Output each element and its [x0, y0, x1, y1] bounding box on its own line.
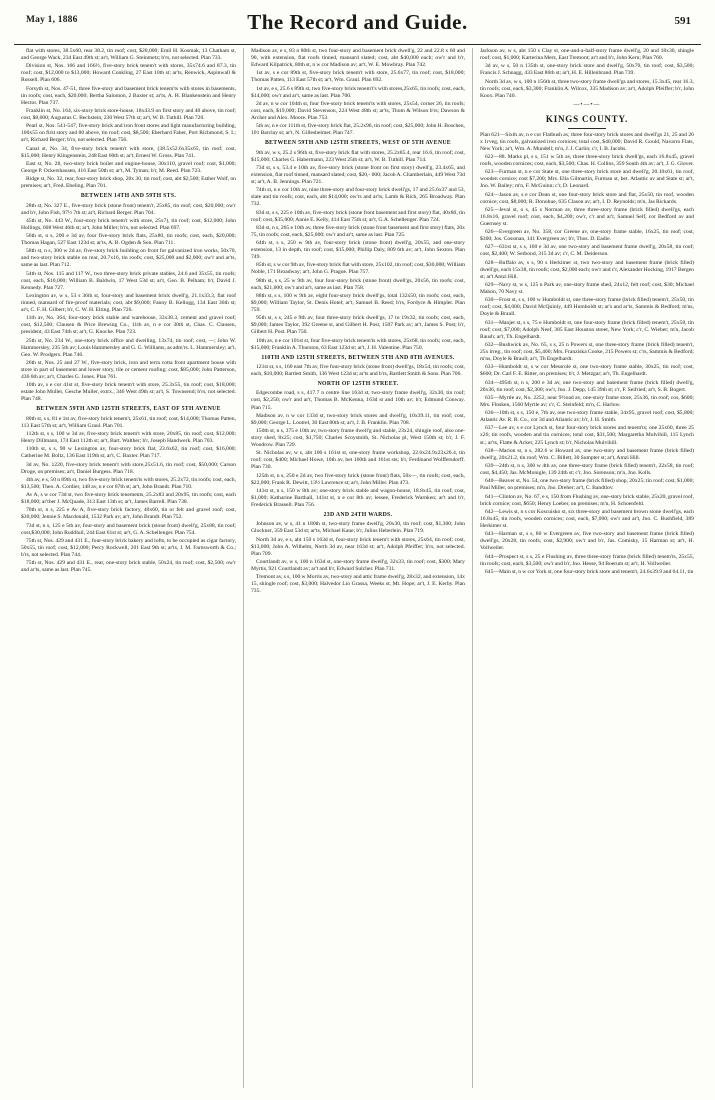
listing-entry: 54th st, Nos. 115 and 117 W., two three-story brick private stables, 24.6 and 35x55, tin roofs; cost, each, $10,000; William B. Baldwin, 17 West 53d st; ar't, Geo. B. Pelham; b'r, David J. Kennedy. Plan 727. — [21, 270, 236, 291]
listing-entry: Av A, s w cor 73d st, two five-story brick tenements, 25.2x83 and 20x95, tin roofs; cost, each $18,000; ar'tber J. McQuade, 313 East 13th st; ar't, James Barrell. Plan 738. — [21, 492, 236, 506]
listing-entry: 75th st, Nos. 429 and 431 E., four-story brick bakery and lofts, to be occupied as cigar factory, 50x55, tin roof; cost, $12,000; Percy Rockwell, 201 East 9th st; ar'ts, J. M. Farnsworth & Co.; b'rs, not selected. Plan 744. — [21, 538, 236, 559]
listing-entry: 634—495th st, n s, 200 e 3d av, one two-story and basement frame (brick filled) dwell'g, 20x36, tin roof; cost, $2,300; ow'r, Jno. J. Depp, 145 39th st; c'r, F. Seifried; ar't, S. B. Bogert. — [479, 379, 694, 393]
listing-entry: Edgecombe road, s s, 417.7 n centre line 163d st, two-story frame dwell'g, 32x30, tin roof; cost, $2,250; ow'r and ar't, Thomas B. McKenna, 163d st and 10th av; b'r, Edmund Conway. Plan 715. — [250, 390, 465, 411]
listing-entry: 641—Clinton av, No. 67, e s, 150 from Flushing av, one-story brick stable, 25x20, gravel roof, brick cornice; cost, $650; Henry Loeber, on premises; m'n, H. Schoenfeld. — [479, 493, 694, 507]
listing-entry: 88th st, s s, 100 w 9th av, eight four-story brick dwell'gs, total 132x50, tin roofs; cost, each, $9,000; William Taylor, St. Denis Hotel; ar't, Samuel B. Reed; b'rs, Fordyce & Himpler. Plan 759. — [250, 293, 465, 314]
listing-entry: 640—Beaver st, No. 54, one two-story frame (brick filled) shop, 20x25; tin roof; cost, $1,000; Paul Miller, on premises; m'n, Jno. Dreher; ar't, C. Bandtlov. — [479, 478, 694, 492]
listing-entry: 5th av, n e cor 111th st, five-story brick flat, 25.2x96, tin roof; cost, $25,000; John H. Boschen, 101 Barclay st; ar't, N. Gillesheimer. Plan 747. — [250, 123, 465, 137]
listing-entry: 645—Main st, n w cor York st, one four-story brick store and tenem't, 24.6x39.9 and 64.11, tin — [484, 568, 694, 575]
listing-entry: 25th st, No. 234 W., one-story brick office and dwelling, 13x74, tin roof; cost, —; John W. Hammersley, 235 5th av; Louis Hammersley and G. G. Williams, as adm'rs. L. Hammersley; ar't, Geo. W. Prodgers. Plan 746. — [21, 337, 236, 358]
listing-entry: 141st st, n s, 150 w 8th av; one-story brick stable and wagon-house, 18.8x45, tin roof; cost, $1,000; Katharine Barthall, 141st st, n e cor 8th av; lessee, Frederick Warnken; ar't and b'r, Frederick Brassell. Plan 756. — [250, 487, 465, 509]
listing-entry: 125th st, n s, 250 e 2d av, two five-story brick (stone front) flats, 50x—, tin roofs; cost, each, $22,000; Frank R. Dewitt, 13½ Lawrence st; ar't, John Miller. Plan 473. — [250, 472, 465, 486]
listing-entry: 628—Buffalo av, s s, 90 s Herkimer st, two two-story and basement frame (brick filled) dwell'gs, each 15x38, tin roofs; cost, $2,000 each; ow'r and c'r, Alexander Hocking, 1917 Bergen st; ar't Amzi Hill. — [479, 259, 694, 280]
listing-entry: 9th av, w s, 25.2 s 96th st, five-story brick flat with stores, 25.2x85.4, rear 16.6, tin roof; cost, $15,000; Charles G. Habermann, 223 West 25th st; ar't, W. B. Tuthill. Plan 714. — [250, 149, 465, 163]
listing-entry: 56th st, n s, 200 e 3d av, four five-story brick flats, 25x80, tin roofs; cost, each, $20,000; Thomas Hagan, 527 East 123d st; ar'ts, A. B. Ogden & Son. Plan 711. — [21, 233, 236, 247]
listing-entry: 642—Lewis st, n s cor Koscuisko st, six three-story and basement brown stone dwell'gs, each 16.8x45, tin roofs, wooden cornices; cost, each, $7,000; ow'r and ar't, Jno. C. Bushfield, 389 Herkimer st. — [479, 508, 694, 529]
listing-entry: 64th st, s s, 250 w 9th av, four-story brick (stone front) dwell'g, 20x55, and one-story extension, 13 in depth, tin roof; cost, $15,000; Phillip Daly, 809 6th av; ar't, John Sexton. Plan 749. — [250, 240, 465, 261]
listing-entry: 4th av, e s, 50 n 89th st, two five-story brick tenem'ts with stores, 25.2x72, tin roofs; cost, each, $13,500; Theo. A. Cordier, 148 av, n e cor 87th st; ar't, John Brandt. Plan 710. — [21, 476, 236, 490]
listing-entry: 623—Furman st, n e cor State st, one three-story brick store and dwell'g, 20.10x61, tin roof, wooden cornice; cost $7,200; Mrs. Ella Gilmartin, Furman st, bet. Atlantic av and State st; ar't, Jno. W. Bailey; m'n, F. McGuinn; c'r, D. Leonard. — [479, 169, 694, 190]
listing-entry: 85th st, s w cor 9th av, five-story brick flat with store, 25x102, tin roof; cost, $30,000; William Noble, 171 Broadway; ar't, John G. Prague. Plan 757. — [250, 262, 465, 276]
masthead — [14, 10, 701, 45]
listing-entry: Tremont av, s s, 100 w Morris av, two-story and attic frame dwell'g, 28x32, and extension, 14x 15, shingle roof; cost, $3,000; Halvedor Lio Grassa, Weeks st, Mt. Hope; ar't, J. E. Kerby. Plan 735. — [250, 574, 465, 595]
listing-entry: Jackson av, w s, abt 150 s Clay st, one-and-a-half-story frame dwell'g, 20 and 18x30, shingle roof; cost, $1,000; Karterina Merz, East Tremont; ar't and b'r, John Kern; Plan 760. — [479, 48, 694, 62]
listing-entry: Madison av, n w cor 133d st, two-story brick stores and dwell'g, 10x39.11, tin roof; cost, $9,000; George L. Loutrel, 30 East 80th st; ar't, J. B. Franklin. Plan 708. — [250, 412, 465, 426]
listing-entry: St. Nicholas av, w s, abt 100 s 161st st, one-story frame workshop, 22.6x24.9x23x20.4, tin roof; cost, $400; Michael Howe, 10th av, bet 160th and 161st sts; b'r, Ferdinand Wolffersdorff. Plan 730. — [250, 450, 465, 471]
listing-entry: Lexington av, w s, 53 s 36th st, four-story and basement brick dwell'g, 21.1x33.3, flat roof tinned, mansard of fire-proof materials; cost, abt $9,000; Fanny B. Kellogg, 134 East 36th st; ar't, C. F. H. Gilbert; b'r, C. W. H. Elting. Plan 726. — [21, 293, 236, 314]
listing-entry: 80th st, s s, 81 e 1st av, five-story brick tenem't, 25x61, tin roof; cost, $14,000; Thomas Patten, 113 East 57th st; ar't, William Graul. Plan 701. — [21, 415, 236, 429]
section-subheading: BETWEEN 59TH AND 125TH STREETS, WEST OF 5TH AVENUE — [264, 140, 451, 147]
column-2 — [243, 48, 472, 1088]
listing-entry: 26th st, Nos. 25 and 27 W., five-story brick, iron and terra cotta front apartment house with store in part of basement and lower story, tile or cement roofing; cost, $85,000; John Patterson, 436 6th av; ar't, Charles G. Jones. Plan 761. — [21, 359, 236, 381]
section-subheading: NORTH OF 125TH STREET. — [317, 381, 399, 388]
ornament-divider: —•—•— — [573, 101, 601, 108]
issue-date: May 1, 1886 — [26, 15, 78, 25]
heading-rule — [568, 128, 606, 129]
listing-entry: flat with stores, 38.5x60, rear 38.2, tin roof; cost, $20,000; Emil H. Kosmak, 13 Chatham st, and George Wack, 234 East 49th st; ar't, William G. Steinmetz; b'rs, not selected. Plan 733. — [21, 48, 236, 62]
listing-entry: 2d av, n w cor 104th st, four five-story brick tenem'ts with stores, 25x54, corner 26, tin roofs; cost, each, $19,000; David Stevenson, 224 West 48th st; ar'ts, Thom & Wilson b'rs; Dawson & Archer and Alex. Moore. Plan 753. — [250, 100, 465, 121]
listing-entry: North 3d av, w s, 100 n 156th st, three two-story frame dwell'gs and stores, 15.3x45, rear 16.3, tin roofs; cost, each, $3,300; Franklin A. Wilcox, 335 Madison av; ar't, Adolph Pfeiffer; b'r, John Knox. Plan 740. — [479, 78, 694, 99]
listing-entry: 627—631st st, s s, 160 e 3d av, one two-story and basement frame dwell'g, 20x58, tin roof; cost, $2,400; W. Serbond, 315 3d av; c'r, C. M. Deiderson. — [479, 244, 694, 258]
section-subheading: 110TH AND 125TH STREETS, BETWEEN 5TH AND 8TH AVENUES. — [261, 354, 455, 361]
listing-entry: 643—Harman st, s s, 80 w Evergreen av, five two-story and basement frame (brick filled) dwell'gs, 20x28, tin roofs; cost, $2,900; ow'r and b'r, Jas. Comisky, 15 Harman st; ar't, H. Vollweiler. — [479, 531, 694, 552]
listing-entry: 10th av, n e cor 101st st, four five-story brick tenem'ts with stores, 25x68, tin roofs; cost, each, $15,000; Franklin A. Thurston, 63 East 123d st; ar't, J. H. Valentine. Plan 750. — [250, 337, 465, 351]
listing-entry: Franklin st, No. 164, six-story brick store-house, 18x43.9 on first story and 40 above, tin roof; cost, $8,000; Augustus C. Bechstein, 230 West 57th st; ar't, W. B. Tuthill. Plan 720. — [21, 107, 236, 121]
section-subheading: 23D AND 24TH WARDS. — [323, 512, 393, 519]
listing-entry: 110th st, s s, 90 w Lexington av, four-story brick flat, 23.6x62, tin roof; cost, $16,000; Catherine M. Boltz, 136 East 119th st; ar't, C. Baxter. Plan 717. — [21, 446, 236, 460]
listing-entry: 635—Myrtle av, No. 2252, near 9½oad av, one-story frame store, 25x36, tin roof; cos, $600; Mrs. Flnsken, 1560 Myrtle av; c'r, C. Steinfeld; m'n, C. Harlow. — [479, 394, 694, 408]
listing-entry: 1st av, e s, 25.6 s 89th st, two five-story brick tenem't's with stores,25x65, tin roofs; cost, each, $14,000; ow'r and ar't, same as last. Plan 700. — [250, 85, 465, 99]
listing-entry: 58th st, n s, 300 w 2d av, five-story brick building on front for galvanized iron works, 50x70, and two-story brick stable on rear, 20.7x16, tin roofs; cost, $25,000 and $2,000; ow'r and ar'ts, same as last. Plan 712. — [21, 248, 236, 269]
columns-container — [14, 48, 701, 1088]
listing-entry: 121st st, s s, 160 east 7th av, five four-story brick (stone front) dwell'gs, 18x54, tin roofs; cost, each, $10,000; Bartlett Smith, 136 West 123d st; ar'ts and b'rs, Bartlett Smith & Sons. Plan 706. — [250, 364, 465, 378]
listing-entry: Canal st, No. 34, five-story brick tenem't with store, (38.5x52.6x35x65, tin roof; cost, $15,000; Henry Klingenstein, 248 East 60th st; ar't, Ernest W. Gross. Plan 741. — [21, 145, 236, 159]
listing-entry: Pearl st, Nos. 541-547, five-story brick and iron front stores and light manufacturing building, 100x55 on first story and 80 above, tin roof; cost, $8,500; Eberhard Faber, Port Richmond, S. I.; ar't, Richard Berger; b'rs, not selected. Plan 756. — [21, 123, 236, 144]
listing-entry: 83d st, n s, 265 e 10th av, three five-story brick (stone front basement and first story) flats, 20x 75, tin roofs; cost, each, $25,000; ow'r and ar't, same as last. Plan 725. — [250, 224, 465, 238]
publication-title: The Record and Guide. — [247, 10, 468, 34]
listing-entry: 98th st, s s, 25 w 9th av, four four-story brick (stone front) dwell'gs, 20x56, tin roofs; cost, each, $21,000; ow'r and ar't, same as last. Plan 758. — [250, 277, 465, 291]
column-3 — [472, 48, 701, 1088]
listing-entry: Ridge st, No. 32, rear, four-story brick shop, 20x 30, tin roof; cost, abt $2,500; Esther Wolf, on premises; ar't, Fred. Ebeling. Plan 701. — [21, 176, 236, 190]
listing-entry: 3d av, No. 1220, five-story brick tenem't with store,25x51.6, tin roof; cost, $50,000; Carson Droge, on premises; ar't, Daniel Burgess. Plan 718. — [21, 461, 236, 475]
listing-entry: Madison av, e s, 83 n 80th st, two four-story and basement brick dwell'g, 22 and 22.8 x 60 and 90, with extension, flat roofs tinned, mansard slated; cost, abt $40,000 each; ow'r and b'r, Edward Kilpatrick, 80th st, n w cor Madison av; ar't, W. E. Mowbray. Plan 742. — [250, 48, 465, 69]
listing-entry: Forsyth st, Nos. 47-51, three five-story and basement brick tenem'ts with stores in basements, tin roofs; cost, each, $20,000; Bertha Salomon, 2 Baxter st; ar'ts, A. H. Blankenstein and Henry Hector. Plan 737. — [21, 85, 236, 106]
listing-entry: Division st, Nos. 166 and 166½, five-story brick tenem't with stores, 35x74.6 and 87.3, tin roof; cost, $12,000 to $13,000; Howard Conkling, 27 East 10th st; ar'ts, Renwick, Aspinwall & Russell. Plan 606. — [21, 63, 236, 84]
listing-entry: Plan 621—Sixth av, n e cor Flatbush av, three four-story brick stores and dwell'gs 21, 25 and 26 x 1rveg, tin roofs, galvanized iron cornices; total cost, $40,000; David R. Gould, Navarro Flats, New York; ar't, Wm. A. Mundell; m'n, J. J. Carlin; c'r, I. B. Jacobs. — [479, 131, 694, 152]
listing-entry: 83d st, s s, 225 e 10th av, five-story brick (stone front basement and first story) flat, 40x80, tin roof; cost, $35,000; Annie E. Kelly, 414 East 75th st; ar't, G.A. Schellenger. Plan 724. — [250, 209, 465, 223]
listing-entry: Johnson av, w s, 41 n 180th st, two-story frame dwell'g, 20x30, tin roof; cost, $1,300; John Glockner, 359 East 53d st; ar'ts, Michael Kane; b'r, Julius Heberlein. Plan 719. — [250, 521, 465, 535]
listing-entry: 70th st, n s, 225 e Av A, five-story brick factory, 40x60, tin or felt and gravel roof; cost, $30,000; Jennie S. Macdonald, 1532 Park av; ar't, John Brandt. Plan 752. — [21, 507, 236, 521]
listing-entry: 11th av, No. 364, four-story brick stable and warehouse, 33x38.3, cement and gravel roof; cost, $12,500; Clausen & Price Brewing Co., 11th av, n e cor 30th st, Chas. C. Clausen, president, 43 East 74th st; ar't, G. Knoche. Plan 723. — [21, 315, 236, 336]
listing-entry: 73d st, s s, 53.4 e 10th av, five-story brick (stone front on first story) dwell'g, 23.4x65, and extension, flat roof tinned, mansard slated; cost, $20,- 000; Jacob A. Chamberlain, 449 West 73d st; ar't, A. B. Jennings. Plan 721. — [250, 164, 465, 185]
listing-entry: 150th st, n s, 375 e 10th av, two-story frame dwell'g and stable, 23x24, shingle roof, also one-story shed, 8x25; cost, $1,750; Charles Scoysmith, St. Nicholas pl, West 150th st; b'r, J. F. Woodrow. Plan 729. — [250, 428, 465, 449]
listing-entry: East st, No. 28, two-story brick boiler and engine-house, 30x110, gravel roof; cost, $1,000; George P. Ockershausen, 416 East 50th st; ar't, M. Tyman; b'r, M. Reed. Plan 723. — [21, 160, 236, 174]
listing-entry: 629—Navy st, w s, 125 n Park av, one-story frame shed, 24x12, felt roof; cost, $30; Michael Mahon, 70 Navy st. — [479, 282, 694, 296]
column-1 — [14, 48, 243, 1088]
listing-entry: 631—Manjer st, s s, 75 e Humboldt st, one four-story frame (brick filled) tenem't, 25x58, tin roof; cost, $7,000; Adolph Neef, 385 East Houston street, New York; c'r, C. Wieber; m'n, Jacob Raush; ar't, Th. Engelhardt. — [479, 319, 694, 340]
listing-entry: 10th av, s e cor 41st st, five-story brick tenem't with store, 25.3x55, tin roof; cost, $18,000; estate John Muller, Gesche Muller, extrx., 346 West 49th st; ar't, S. Townsend; b'rs, not selected. Plan 748. — [21, 382, 236, 403]
listing-entry: 95th st, s s, 245 e 9th av, four three-story brick dwell'gs, 17 to 19x32, tin roofs; cost, each, $9,000; James Taylor, 392 Greene st, and Gilbert H. Post, 1507 Park av; ar't, James S. Post; b'r, Gilbert H. Post. Plan 750. — [250, 315, 465, 336]
section-subheading: BETWEEN 59TH AND 125TH STREETS, EAST OF 5TH AVENUE — [36, 406, 221, 413]
listing-entry: 624—Jason av, s e cor Dean st, one four-story brick store and flat, 25x50, tin roof, wooden cornice; cost, $8,000; R. Donohue, 635 Clason av; ar't, I. D. Reynolds; m'n, Jas Rickards. — [479, 191, 694, 205]
listing-entry: 639—24th st, n s, 300 w 4th av, one three-story frame (brick filled) tenem't, 22x58, tin roof; cost, $4,450; Jas. McMonigle, 139 24th st; c'r, Jno. Sorenson; m'n, Jno. Kolls. — [479, 463, 694, 477]
listing-entry: 28th st, No. 327 E., five-story brick (stone front) tenem't, 25x85, tin roof; cost, $20,000; ow'r and b'r, John Fish, 97½ 7th st; ar't, Richard Berger. Plan 704. — [21, 202, 236, 216]
listing-entry: 644—Prospect st, s s, 25 e Flushing av, three three-story frame (brick filled) tenem'ts, 25x55, tin roofs; cost, each, $3,500; ow'r and b'r, Jno. Hesse, 94 Boerum st; ar't, H. Vollweiler. — [479, 553, 694, 567]
listing-entry: 75th st, Nos. 429 and 431 E., rear, one-story brick stable, 50x24, tin roof; cost, $2,500; ow'r and ar'ts, same as last. Plan 745. — [21, 560, 236, 574]
page-number: 591 — [674, 15, 691, 27]
listing-entry: 633—Humboldt st, s w cor Messrole st, one two-story frame stable, 30x25, tin roof; cost, $600; Dr. Carl F. E. Ritter, on premises; b'r, J. Metzgar; ar't, Th. Engelhardt. — [479, 364, 694, 378]
listing-entry: 74th st, n e cor 10th av, nine three-story and four-story brick dwell'gs, 17 and 25.6x37 and 53, slate and tin roofs; cost, each, abt $14,000; ow'rs and ar'ts, Lamb & Rich, 265 Broadway. Plan 732. — [250, 187, 465, 208]
listing-entry: 626—Evergreen av, No. 358, cor Greene av, one-story frame stable, 16x25, tin roof; cost, $300; Jos. Cossman, 141 Evergreen av; b'r, Thos. D. Eadie. — [479, 229, 694, 243]
listing-entry: 638—Marion st, n s, 282.6 w Howard av, one two-story and basement frame (brick filled) dwell'g, 20x21.2, tin roof; Wm. C. Billett, 30 Sumpter st; ar't, Amzi Hill. — [479, 447, 694, 461]
listing-entry: 637—Lee av, s e cor Lynch st, four four-story brick stores and tenem'ts; one 25x60, three 25 x26; tin roofs, wooden and tin cornices; total cost, $31,500; Margaretha Mulvihill, 115 Lynch st.; ar'ts, Flatte & Acker, 225 Lynch st; b'r, Nicholas Mulvihill. — [479, 425, 694, 446]
listing-entry: North 3d av, e s, abt 150 s 163d st, four-story brick tenem't with stores, 25x64, tin roof; cost, $13,000; John A. Wilhelm, North 3d av, near 163d st; ar't, Adolph Pfeiffer; b'rs, not selected. Plan 709. — [250, 536, 465, 557]
section-heading: KINGS COUNTY. — [545, 114, 628, 125]
listing-entry: 622—88. Marks pl, s s, 151 w 5th av, three three-story brick dwell'gs, each 16.8x45, gravel roofs, wooden cornices; cost, each, $3,500; Chas. H. Collins, 359 South 4th av; ar't, J. G. Glover. — [479, 153, 694, 167]
listing-entry: 630—Frost st, s s, 100 w Humboldt st, one three-story frame (brick filled) tenem't, 25x50, tin roof; cost, $4,000; David McQuinly, 449 Humboldt st; ar's and ar'ts, Sammis & Bedford; m'ns, Doyle & Braull. — [479, 297, 694, 318]
listing-entry: 632—Bushwick av, No. 65, s s, 25 n Powers st, one three-story frame (brick filled) tenem't, 25x irreg., tin roof; cost, $5,400; Mrs. Franziska Cooke, 215 Powers st; c'rs, Sammis & Bedford; m'ns, Doyle & Braull; ar't, Th Engelhardt. — [479, 341, 694, 363]
listing-entry: 112th st, s s, 100 w 3d av, five-story brick tenem't with store, 20x85, tin roof; cost, $12,000; Henry Dillmann, 174 East 112th st; ar't, Bart. Walther; b'r, Joseph Handwerk. Plan 703. — [21, 431, 236, 445]
listing-entry: 3d av, w s, 50 n 135th st, one-story brick store and dwell'g, 50x70, tin roof; cost, $3,500; Francis J. Schnagg, 433 East 86th st; ar't, H. E. Hillenbrand. Plan 739. — [479, 63, 694, 77]
listing-entry: Courtlandt av, w s, 100 n 163d st, one-story frame dwell'g, 32x33, tin roof; cost, $300; Mary Myrtis, 921 Courtlandt av; ar't and b'r, Edward Sulcher. Plan 731. — [250, 559, 465, 573]
listing-entry: 636—10th st, s s, 150 e, 7th av, one two-story frame stable, 34x95, gravel roof; cost, $5,800; Atlantic Av. R. R. Co., cor 3d and Atlantic av; b'r, J. H. Smith. — [479, 410, 694, 424]
section-subheading: BETWEEN 14TH AND 59TH STS. — [80, 193, 177, 200]
listing-entry: 625—Jeval st, o s, 45 s Norman av, three three-story frame (brick filled) dwell'gs, each 16.8x16, gravel roof; cost, each, $4,200; ow'r, c'r and ar't, Samuel Self, cor Bedford av and Guernsey st. — [479, 206, 694, 227]
listing-entry: 45th st, No. 443 W., four-story brick tenem't with store, 25x7), tin roof; cost, $12,000; John Hollings, 608 West 46th st; ar't, John Miller; b'rs, not selected. Plan 697. — [21, 217, 236, 231]
listing-entry: 1st av, s e cor 89th st, five-story brick tenem't with store, 25.6x77, tin roof; cost, $18,000; Thomas Patten, 113 East 57th st; ar't, Wm. Graul. Plan 692. — [250, 70, 465, 84]
listing-entry: 73d st, n s, 125 e 5th av, four-story and basement brick (stone front) dwell'g, 25x88, tin roof; cost,$30,000; John Ruddluil, 244 East 61st st; ar't, G. A. Schellenger. Plan 754. — [21, 522, 236, 536]
